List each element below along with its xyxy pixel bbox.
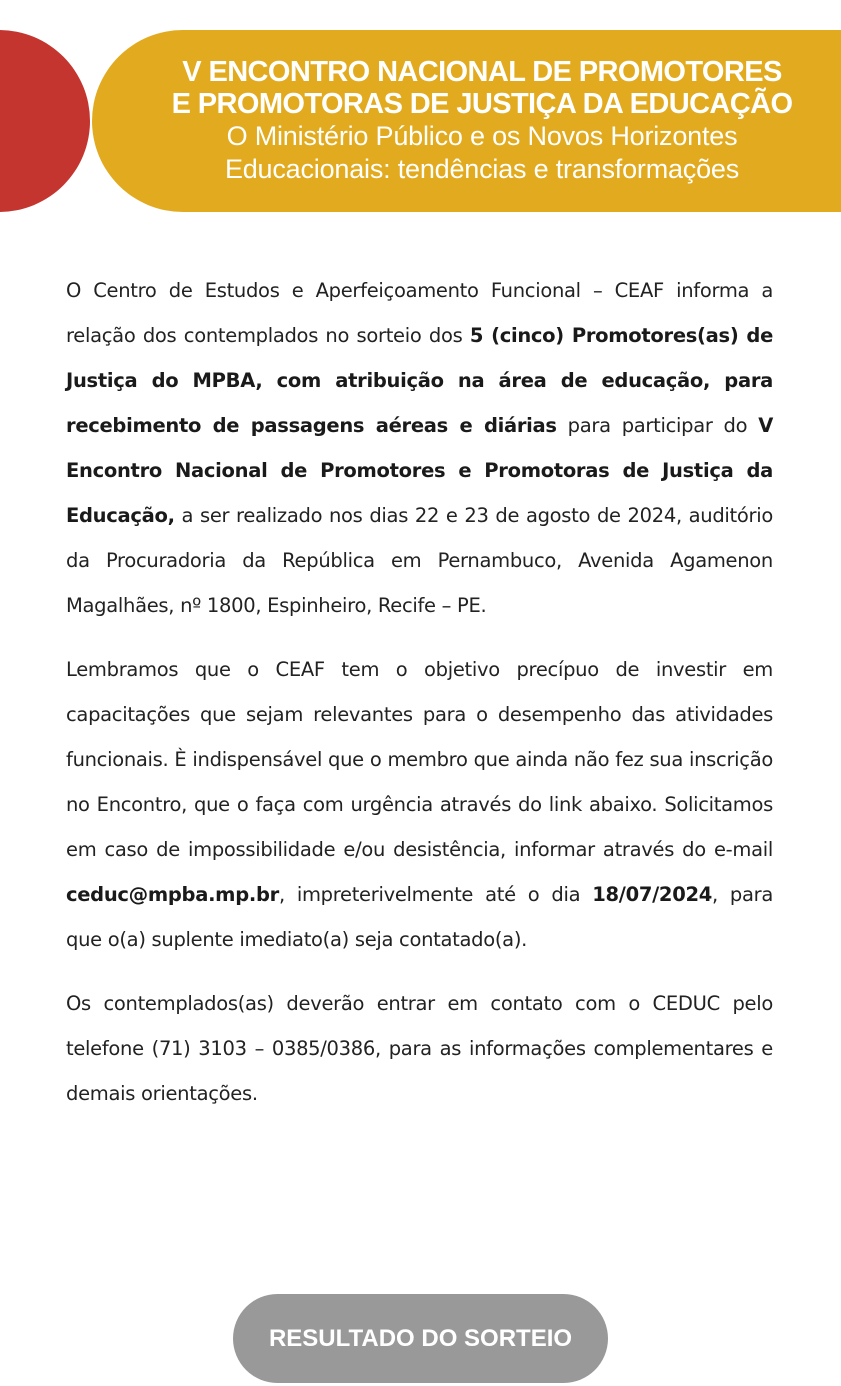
highlight-contemplated: 5 (cinco) Promotores(as) de Justiça do MPBA, com atribuição na área de educação, para recebimento de passagens aéreas e diárias [66,324,773,437]
text-span: a ser realizado nos dias 22 e 23 de agosto de 2024, auditório da Procuradoria da República em Pernambuco, Avenida Agamenon Magalhães, nº 1800, Espinheiro, Recife – PE. [66,504,773,617]
banner-subtitle-line-2: Educacionais: tendências e transformações [224,154,740,184]
deadline-date: 18/07/2024 [592,883,713,906]
banner-subtitle-line-1: O Ministério Público e os Novos Horizontes [226,121,738,151]
paragraph-instructions [66,647,773,962]
text-span: , impreterivelmente até o dia [278,883,593,906]
banner-title-line-2: E PROMOTORAS DE JUSTIÇA DA EDUCAÇÃO [171,88,793,120]
decorative-red-circle [0,30,90,212]
paragraph-contact: Os contemplados(as) deverão entrar em contato com o CEDUC pelo telefone (71) 3103 – 0385/0386, para as informações complementares e demais orientações. [66,992,773,1105]
text-span: Lembramos que o CEAF tem o objetivo precípuo de investir em capacitações que sejam relevantes para o desempenho das atividades funcionais. È indispensável que o membro que ainda não fez sua inscrição no Encontro, que o faça com urgência através do link abaixo. Solicitamos em caso de impossibilidade e/ou desistência, informar através do e-mail [66,658,773,861]
paragraph-announcement [66,268,773,628]
event-banner [92,30,841,212]
contact-email: ceduc@mpba.mp.br [66,883,279,906]
announcement-body [66,268,773,1135]
highlight-event-name: V Encontro Nacional de Promotores e Promotoras de Justiça da Educação, [66,414,773,527]
text-span: para participar do [556,414,759,437]
text-span: , para que o(a) suplente imediato(a) seja contatado(a). [66,883,773,951]
text-span: O Centro de Estudos e Aperfeiçoamento Funcional – CEAF informa a relação dos contemplados no sorteio dos [66,279,773,347]
draw-result-button[interactable]: RESULTADO DO SORTEIO [233,1294,608,1383]
banner-title-line-1: V ENCONTRO NACIONAL DE PROMOTORES [182,56,782,88]
